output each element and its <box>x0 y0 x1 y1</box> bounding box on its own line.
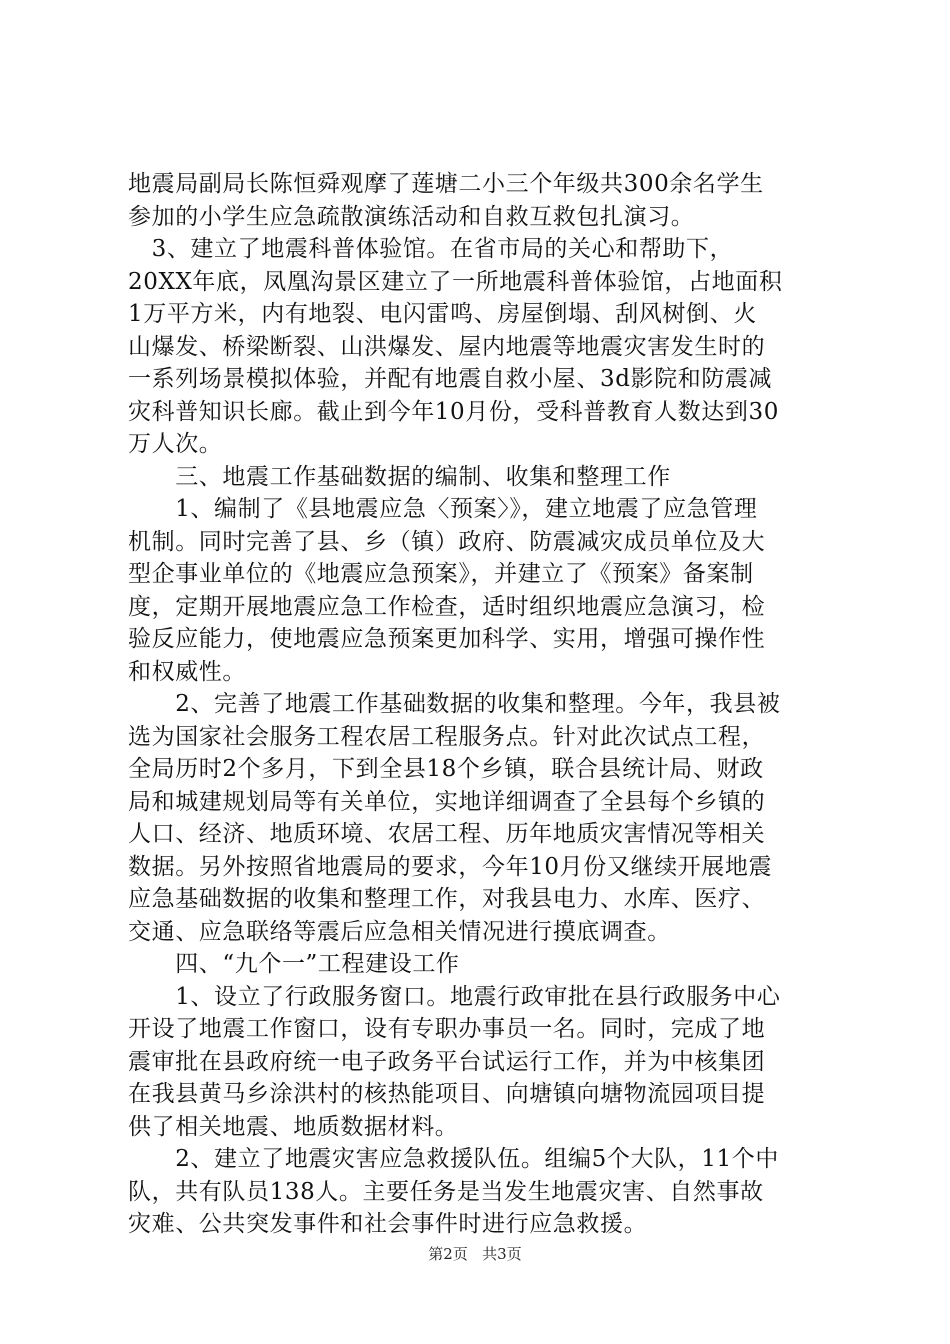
section-heading: 四、“九个一”工程建设工作 <box>128 951 460 977</box>
section-heading: 三、地震工作基础数据的编制、收集和整理工作 <box>128 463 671 490</box>
page-separator <box>473 1245 478 1263</box>
text-line: 机制。同时完善了县、乡（镇）政府、防震减灾成员单位及大 <box>128 528 766 555</box>
page-number: 第2页 <box>428 1245 468 1263</box>
text-line: 灾难、公共突发事件和社会事件时进行应急救援。 <box>128 1211 648 1237</box>
text-line: 山爆发、桥梁断裂、山洪爆发、屋内地震等地震灾害发生时的 <box>128 333 766 360</box>
text-line: 震审批在县政府统一电子政务平台试运行工作，并为中核集团 <box>128 1048 766 1075</box>
text-line: 人口、经济、地质环境、农居工程、历年地质灾害情况等相关 <box>128 821 766 847</box>
page-footer <box>0 1244 950 1264</box>
text-line: 应急基础数据的收集和整理工作，对我县电力、水库、医疗、 <box>128 886 766 912</box>
text-line: 数据。另外按照省地震局的要求，今年10月份又继续开展地震 <box>128 853 773 880</box>
page-total: 共3页 <box>482 1245 522 1263</box>
text-line: 开设了地震工作窗口，设有专职办事员一名。同时，完成了地 <box>128 1016 766 1042</box>
text-line: 1、编制了《县地震应急〈预案〉》，建立地震了应急管理 <box>128 496 758 522</box>
text-line: 供了相关地震、地质数据材料。 <box>128 1113 459 1140</box>
text-line: 验反应能力，使地震应急预案更加科学、实用，增强可操作性 <box>128 626 766 652</box>
text-line: 选为国家社会服务工程农居工程服务点。针对此次试点工程， <box>128 723 766 750</box>
text-line: 度，定期开展地震应急工作检查，适时组织地震应急演习，检 <box>128 593 766 620</box>
text-line: 3、建立了地震科普体验馆。在省市局的关心和帮助下， <box>128 236 734 262</box>
text-line: 和权威性。 <box>128 658 246 685</box>
text-line: 万人次。 <box>128 431 223 457</box>
text-line: 在我县黄马乡涂洪村的核热能项目、向塘镇向塘物流园项目提 <box>128 1081 766 1107</box>
text-line: 局和城建规划局等有关单位，实地详细调查了全县每个乡镇的 <box>128 788 766 815</box>
document-body <box>128 168 843 1241</box>
text-line: 2、完善了地震工作基础数据的收集和整理。今年，我县被 <box>128 691 781 717</box>
text-line: 1万平方米，内有地裂、电闪雷鸣、房屋倒塌、刮风树倒、火 <box>128 301 757 327</box>
text-line: 全局历时2个多月，下到全县18个乡镇，联合县统计局、财政 <box>128 756 764 782</box>
text-line: 1、设立了行政服务窗口。地震行政审批在县行政服务中心 <box>128 983 781 1010</box>
text-line: 参加的小学生应急疏散演练活动和自救互救包扎演习。 <box>128 203 695 230</box>
text-line: 2、建立了地震灾害应急救援队伍。组编5个大队，11个中 <box>128 1146 779 1172</box>
text-line: 队，共有队员138人。主要任务是当发生地震灾害、自然事故 <box>128 1178 764 1205</box>
text-line: 交通、应急联络等震后应急相关情况进行摸底调查。 <box>128 918 671 945</box>
text-line: 一系列场景模拟体验，并配有地震自救小屋、3d影院和防震减 <box>128 366 773 392</box>
text-line: 20XX年底，凤凰沟景区建立了一所地震科普体验馆，占地面积 <box>128 268 783 295</box>
text-line: 灾科普知识长廊。截止到今年10月份，受科普教育人数达到30 <box>128 398 779 425</box>
text-line: 型企事业单位的《地震应急预案》，并建立了《预案》备案制 <box>128 561 754 587</box>
text-line: 地震局副局长陈恒舜观摩了莲塘二小三个年级共300余名学生 <box>128 171 764 197</box>
